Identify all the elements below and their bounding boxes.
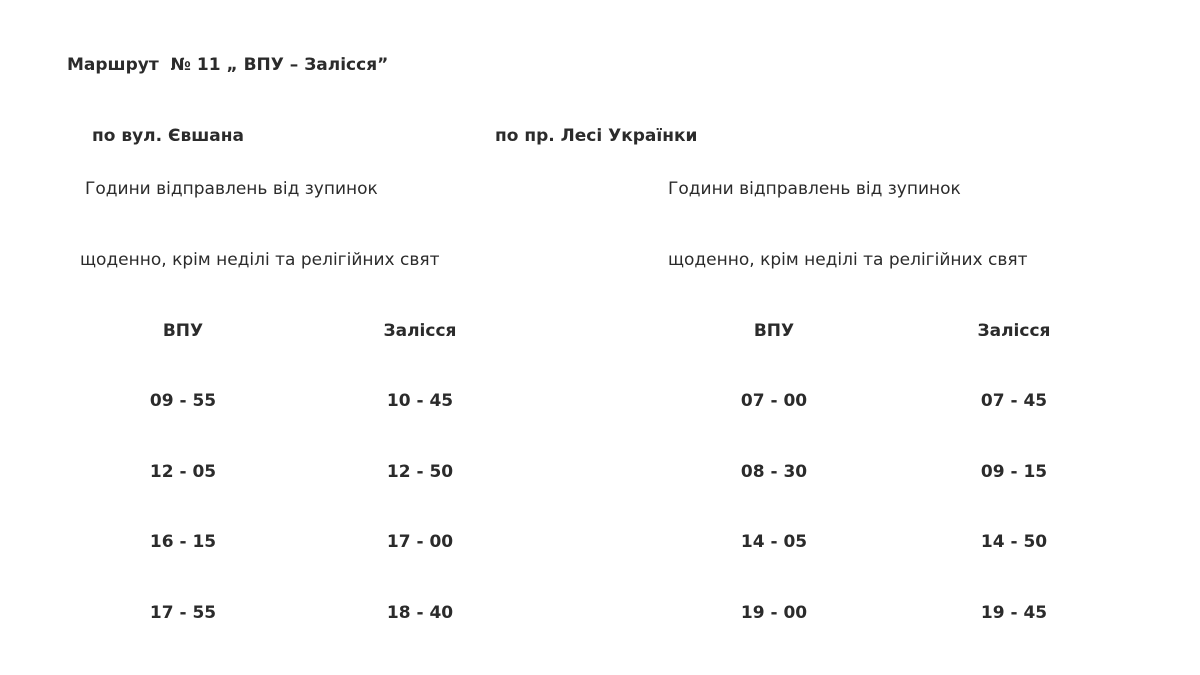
hours-note-right: Години відправлень від зупинок xyxy=(668,179,961,199)
time-cell: 08 - 30 xyxy=(740,462,808,482)
column-header-vpu-left: ВПУ xyxy=(162,321,204,341)
time-cell: 17 - 55 xyxy=(149,603,217,623)
time-cell: 07 - 00 xyxy=(740,391,808,411)
time-cell: 12 - 05 xyxy=(149,462,217,482)
time-cell: 09 - 55 xyxy=(149,391,217,411)
hours-note-left: Години відправлень від зупинок xyxy=(85,179,378,199)
street-left: по вул. Євшана xyxy=(92,126,244,146)
days-note-left: щоденно, крім неділі та релігійних свят xyxy=(80,250,440,270)
time-cell: 18 - 40 xyxy=(386,603,454,623)
time-cell: 17 - 00 xyxy=(386,532,454,552)
time-cell: 09 - 15 xyxy=(980,462,1048,482)
column-header-vpu-right: ВПУ xyxy=(753,321,795,341)
street-right: по пр. Лесі Українки xyxy=(495,126,698,146)
column-header-zalissia-right: Залісся xyxy=(977,321,1051,341)
time-cell: 12 - 50 xyxy=(386,462,454,482)
time-cell: 07 - 45 xyxy=(980,391,1048,411)
route-title: Маршрут № 11 „ ВПУ – Залісся” xyxy=(67,55,389,75)
time-cell: 10 - 45 xyxy=(386,391,454,411)
time-cell: 14 - 05 xyxy=(740,532,808,552)
time-cell: 16 - 15 xyxy=(149,532,217,552)
column-header-zalissia-left: Залісся xyxy=(383,321,457,341)
time-cell: 19 - 45 xyxy=(980,603,1048,623)
time-cell: 14 - 50 xyxy=(980,532,1048,552)
days-note-right: щоденно, крім неділі та релігійних свят xyxy=(668,250,1028,270)
time-cell: 19 - 00 xyxy=(740,603,808,623)
